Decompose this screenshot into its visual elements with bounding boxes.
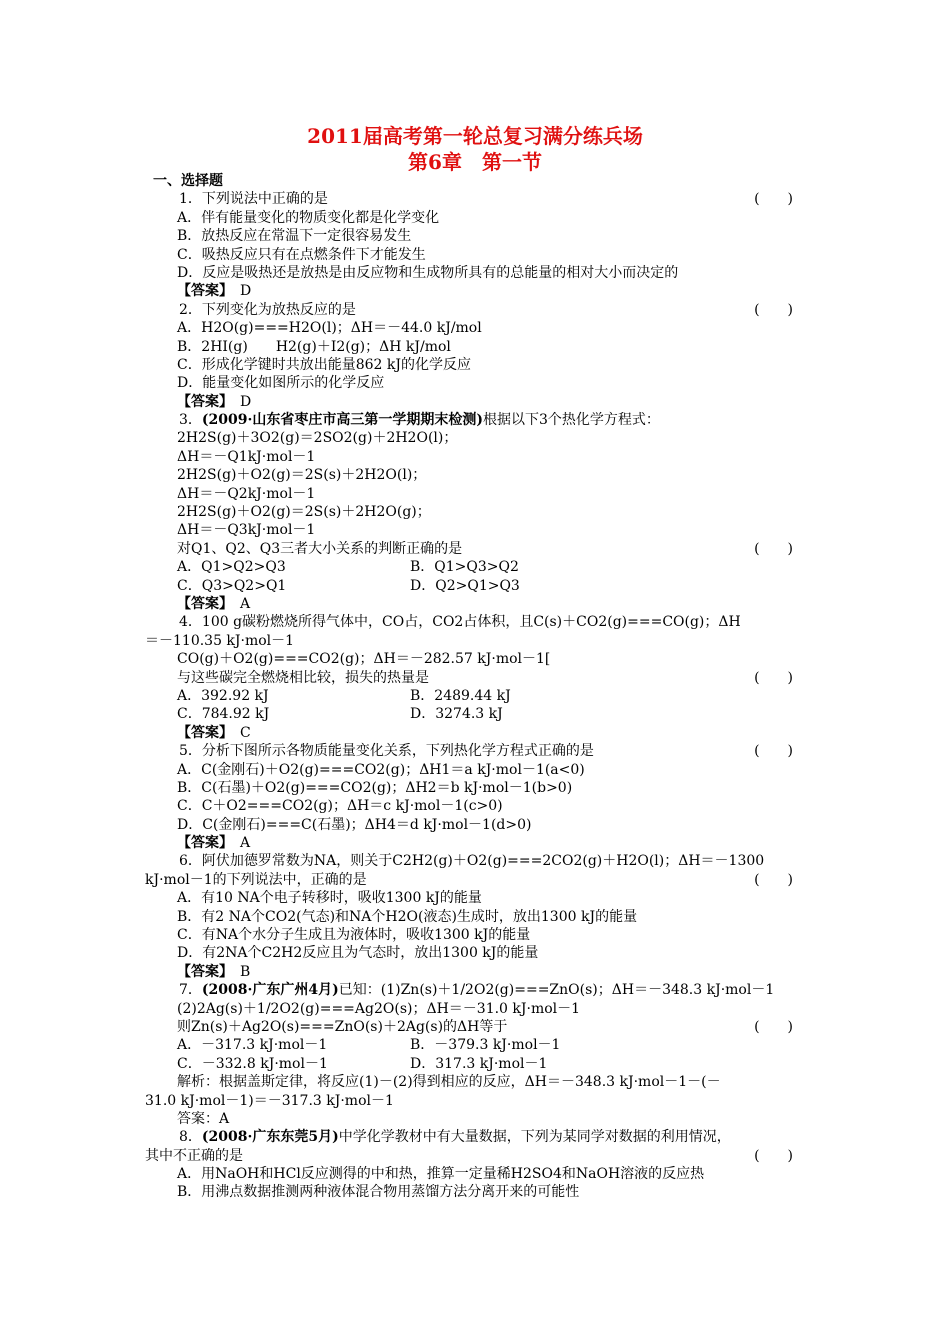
document-body bbox=[145, 172, 805, 1202]
question-6-option-b: B．有2 NA个CO2(气态)和NA个H2O(液态)生成时，放出1300 kJ的能量 bbox=[177, 908, 638, 925]
question-7-option-c: C．－332.8 kJ·mol－1 bbox=[177, 1055, 328, 1072]
question-3-option-c: C．Q3>Q2>Q1 bbox=[177, 577, 287, 594]
question-7-option-a: A．－317.3 kJ·mol－1 bbox=[177, 1037, 328, 1054]
question-7-options-cd bbox=[145, 1055, 805, 1073]
question-6-stem-line-1: 6．阿伏加德罗常数为NA，则关于C2H2(g)＋O2(g)===2CO2(g)＋H2O(l)；ΔH＝－1300 bbox=[179, 853, 765, 870]
question-1-answer: 【答案】 D bbox=[177, 283, 252, 300]
question-3-enthalpy-3: ΔH＝－Q3kJ·mol－1 bbox=[177, 522, 316, 539]
question-5-option-a: A．C(金刚石)＋O2(g)===CO2(g)；ΔH1＝a kJ·mol－1(a<0) bbox=[177, 761, 585, 778]
question-2-stem: 2．下列变化为放热反应的是 ( ) bbox=[179, 301, 793, 318]
question-3-answer: 【答案】 A bbox=[177, 595, 251, 612]
question-2-option-c: C．形成化学键时共放出能量862 kJ的化学反应 bbox=[177, 356, 471, 373]
question-5-option-c: C．C＋O2===CO2(g)；ΔH＝c kJ·mol－1(c>0) bbox=[177, 798, 503, 815]
question-4-stem-line-2: ＝－110.35 kJ·mol－1 bbox=[145, 632, 295, 649]
answer-blank: ( ) bbox=[754, 871, 793, 888]
chapter-title: 第6章 第一节 bbox=[408, 150, 542, 174]
question-4-option-d: D．3274.3 kJ bbox=[410, 706, 503, 723]
answer-blank: ( ) bbox=[754, 301, 793, 318]
document-title: 2011届高考第一轮总复习满分练兵场 bbox=[307, 124, 643, 148]
question-3-enthalpy-1: ΔH＝－Q1kJ·mol－1 bbox=[177, 448, 316, 465]
question-6-option-c: C．有NA个水分子生成且为液体时，吸收1300 kJ的能量 bbox=[177, 927, 531, 944]
question-4-option-a: A．392.92 kJ bbox=[177, 687, 269, 704]
question-4-option-c: C．784.92 kJ bbox=[177, 706, 270, 723]
question-2-option-d: D．能量变化如图所示的化学反应 bbox=[177, 375, 385, 392]
question-7-stem-line-3: 则Zn(s)＋Ag2O(s)===ZnO(s)＋2Ag(s)的ΔH等于 ( ) bbox=[177, 1018, 793, 1035]
question-3-option-d: D．Q2>Q1>Q3 bbox=[410, 577, 520, 594]
question-1-option-d: D．反应是吸热还是放热是由反应物和生成物所具有的总能量的相对大小而决定的 bbox=[177, 264, 679, 281]
question-4-stem-line-1: 4．100 g碳粉燃烧所得气体中，CO占，CO2占体积，且C(s)＋CO2(g)===CO(g)；ΔH bbox=[179, 614, 741, 631]
question-1-stem: 1．下列说法中正确的是 ( ) bbox=[179, 191, 793, 208]
question-8-option-a: A．用NaOH和HCl反应测得的中和热，推算一定量稀H2SO4和NaOH溶液的反应热 bbox=[177, 1166, 705, 1183]
question-7-answer: 答案：A bbox=[177, 1110, 230, 1127]
question-7-option-b: B．－379.3 kJ·mol－1 bbox=[410, 1037, 561, 1054]
question-5-stem: 5．分析下图所示各物质能量变化关系，下列热化学方程式正确的是 ( ) bbox=[179, 743, 793, 760]
question-7-options-ab bbox=[145, 1036, 805, 1054]
question-4-answer: 【答案】 C bbox=[177, 724, 251, 741]
question-2-option-b: B．2HI(g) H2(g)＋I2(g)；ΔH kJ/mol bbox=[177, 338, 451, 355]
answer-blank: ( ) bbox=[754, 1147, 793, 1164]
section-heading: 一、选择题 bbox=[153, 173, 223, 189]
question-2-option-a: A．H2O(g)===H2O(l)；ΔH＝－44.0 kJ/mol bbox=[177, 320, 482, 337]
question-4-option-b: B．2489.44 kJ bbox=[410, 687, 511, 704]
question-7-explanation-line-2: 31.0 kJ·mol－1)＝－317.3 kJ·mol－1 bbox=[145, 1092, 394, 1109]
question-8-stem-line-2: 其中不正确的是 ( ) bbox=[145, 1147, 793, 1164]
question-1-option-a: A．伴有能量变化的物质变化都是化学变化 bbox=[177, 209, 440, 226]
question-7-stem-line-1: 7．(2008·广东广州4月)已知：(1)Zn(s)＋1/2O2(g)===ZnO(s)；ΔH＝－348.3 kJ·mol－1 bbox=[179, 982, 775, 999]
question-3-option-a: A．Q1>Q2>Q3 bbox=[177, 559, 286, 576]
question-7-option-d: D．317.3 kJ·mol－1 bbox=[410, 1055, 548, 1072]
question-5-answer: 【答案】 A bbox=[177, 835, 251, 852]
question-3-option-b: B．Q1>Q3>Q2 bbox=[410, 559, 519, 576]
question-4-options-cd bbox=[145, 705, 805, 723]
question-3-equation-2: 2H2S(g)＋O2(g)＝2S(s)＋2H2O(l)； bbox=[177, 467, 427, 484]
question-4-stem-line-4: 与这些碳完全燃烧相比较，损失的热量是 ( ) bbox=[177, 669, 793, 686]
answer-blank: ( ) bbox=[754, 191, 793, 208]
question-3-ask: 对Q1、Q2、Q3三者大小关系的判断正确的是 ( ) bbox=[177, 540, 793, 557]
question-3-enthalpy-2: ΔH＝－Q2kJ·mol－1 bbox=[177, 485, 316, 502]
question-7-explanation-line-1: 解析：根据盖斯定律，将反应(1)－(2)得到相应的反应，ΔH＝－348.3 kJ·mol－1－(－ bbox=[177, 1074, 721, 1091]
question-3-options-cd bbox=[145, 577, 805, 595]
question-5-option-d: D．C(金刚石)===C(石墨)；ΔH4＝d kJ·mol－1(d>0) bbox=[177, 816, 532, 833]
question-6-option-d: D．有2NA个C2H2反应且为气态时，放出1300 kJ的能量 bbox=[177, 945, 539, 962]
question-4-options-ab bbox=[145, 687, 805, 705]
question-5-option-b: B．C(石墨)＋O2(g)===CO2(g)；ΔH2＝b kJ·mol－1(b>0) bbox=[177, 779, 573, 796]
question-8-option-b: B．用沸点数据推测两种液体混合物用蒸馏方法分离开来的可能性 bbox=[177, 1184, 580, 1201]
question-1-option-c: C．吸热反应只有在点燃条件下才能发生 bbox=[177, 246, 426, 263]
question-6-stem-line-2: kJ·mol－1的下列说法中，正确的是 ( ) bbox=[145, 871, 793, 888]
question-8-stem-line-1: 8．(2008·广东东莞5月)中学化学教材中有大量数据，下列为某同学对数据的利用情况， bbox=[179, 1129, 731, 1146]
question-6-option-a: A．有10 NA个电子转移时，吸收1300 kJ的能量 bbox=[177, 890, 482, 907]
question-7-stem-line-2: (2)2Ag(s)＋1/2O2(g)===Ag2O(s)；ΔH＝－31.0 kJ·mol－1 bbox=[177, 1000, 581, 1017]
question-3-stem: 3．(2009·山东省枣庄市高三第一学期期末检测)根据以下3个热化学方程式： bbox=[179, 412, 660, 429]
question-1-option-b: B．放热反应在常温下一定很容易发生 bbox=[177, 228, 412, 245]
question-6-answer: 【答案】 B bbox=[177, 963, 251, 980]
answer-blank: ( ) bbox=[754, 743, 793, 760]
question-4-stem-line-3: CO(g)＋O2(g)===CO2(g)；ΔH＝－282.57 kJ·mol－1[ bbox=[177, 651, 551, 668]
question-3-options-ab bbox=[145, 558, 805, 576]
answer-blank: ( ) bbox=[754, 1018, 793, 1035]
question-2-answer: 【答案】 D bbox=[177, 393, 252, 410]
question-3-equation-3: 2H2S(g)＋O2(g)＝2S(s)＋2H2O(g)； bbox=[177, 504, 431, 521]
question-3-equation-1: 2H2S(g)＋3O2(g)＝2SO2(g)＋2H2O(l)； bbox=[177, 430, 458, 447]
answer-blank: ( ) bbox=[754, 669, 793, 686]
answer-blank: ( ) bbox=[754, 540, 793, 557]
